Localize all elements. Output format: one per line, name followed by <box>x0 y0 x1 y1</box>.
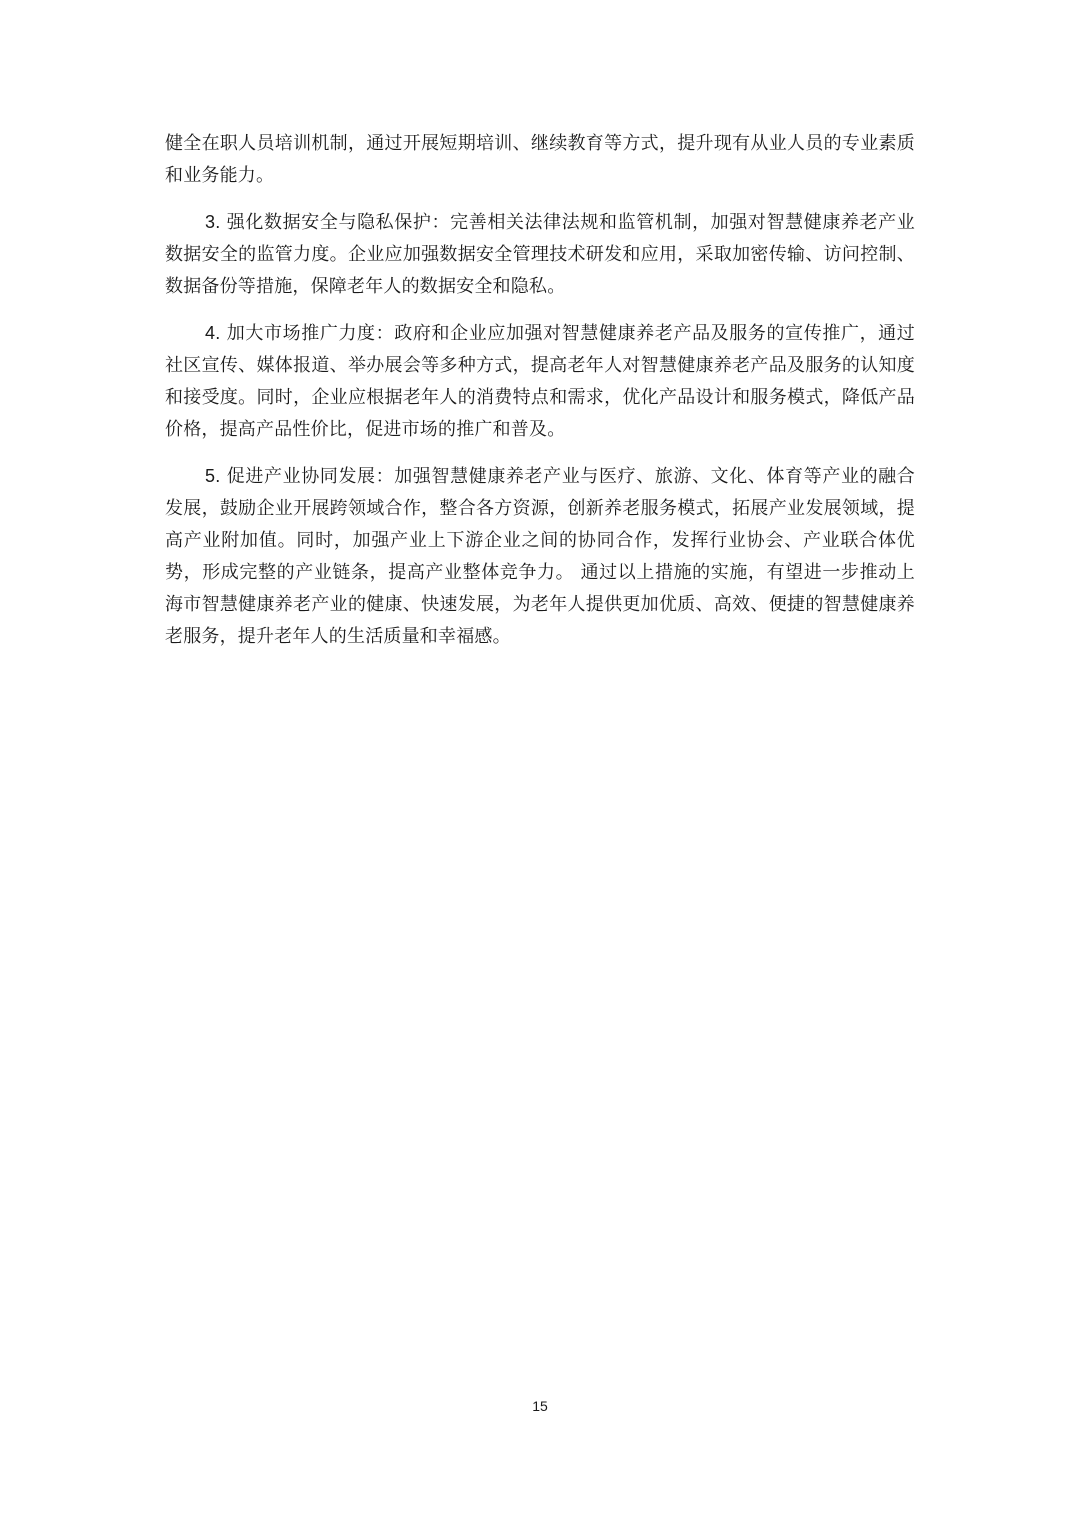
item-number: 3. <box>205 212 221 232</box>
item-number: 5. <box>205 466 221 486</box>
page-number: 15 <box>532 1398 548 1414</box>
paragraph-item-5 <box>165 460 915 653</box>
paragraph-item-4 <box>165 317 915 446</box>
page-body <box>165 128 915 667</box>
paragraph-text: 促进产业协同发展：加强智慧健康养老产业与医疗、旅游、文化、体育等产业的融合发展，鼓励企业开展跨领域合作，整合各方资源，创新养老服务模式，拓展产业发展领域，提高产业附加值。同时，加强产业上下游企业之间的协同合作，发挥行业协会、产业联合体优势，形成完整的产业链条，提高产业整体竞争力。 通过以上措施的实施，有望进一步推动上海市智慧健康养老产业的健康、快速发展，为老年人提供更加优质、高效、便捷的智慧健康养老服务，提升老年人的生活质量和幸福感。 <box>165 466 915 647</box>
paragraph-text: 健全在职人员培训机制，通过开展短期培训、继续教育等方式，提升现有从业人员的专业素质和业务能力。 <box>165 133 915 186</box>
paragraph-text: 强化数据安全与隐私保护：完善相关法律法规和监管机制，加强对智慧健康养老产业数据安全的监管力度。企业应加强数据安全管理技术研发和应用，采取加密传输、访问控制、数据备份等措施，保障老年人的数据安全和隐私。 <box>165 212 915 297</box>
paragraph-text: 加大市场推广力度：政府和企业应加强对智慧健康养老产品及服务的宣传推广，通过社区宣传、媒体报道、举办展会等多种方式，提高老年人对智慧健康养老产品及服务的认知度和接受度。同时，企业应根据老年人的消费特点和需求，优化产品设计和服务模式，降低产品价格，提高产品性价比，促进市场的推广和普及。 <box>165 323 915 440</box>
paragraph-item-3 <box>165 206 915 303</box>
paragraph-continued <box>165 128 915 192</box>
item-number: 4. <box>205 323 221 343</box>
